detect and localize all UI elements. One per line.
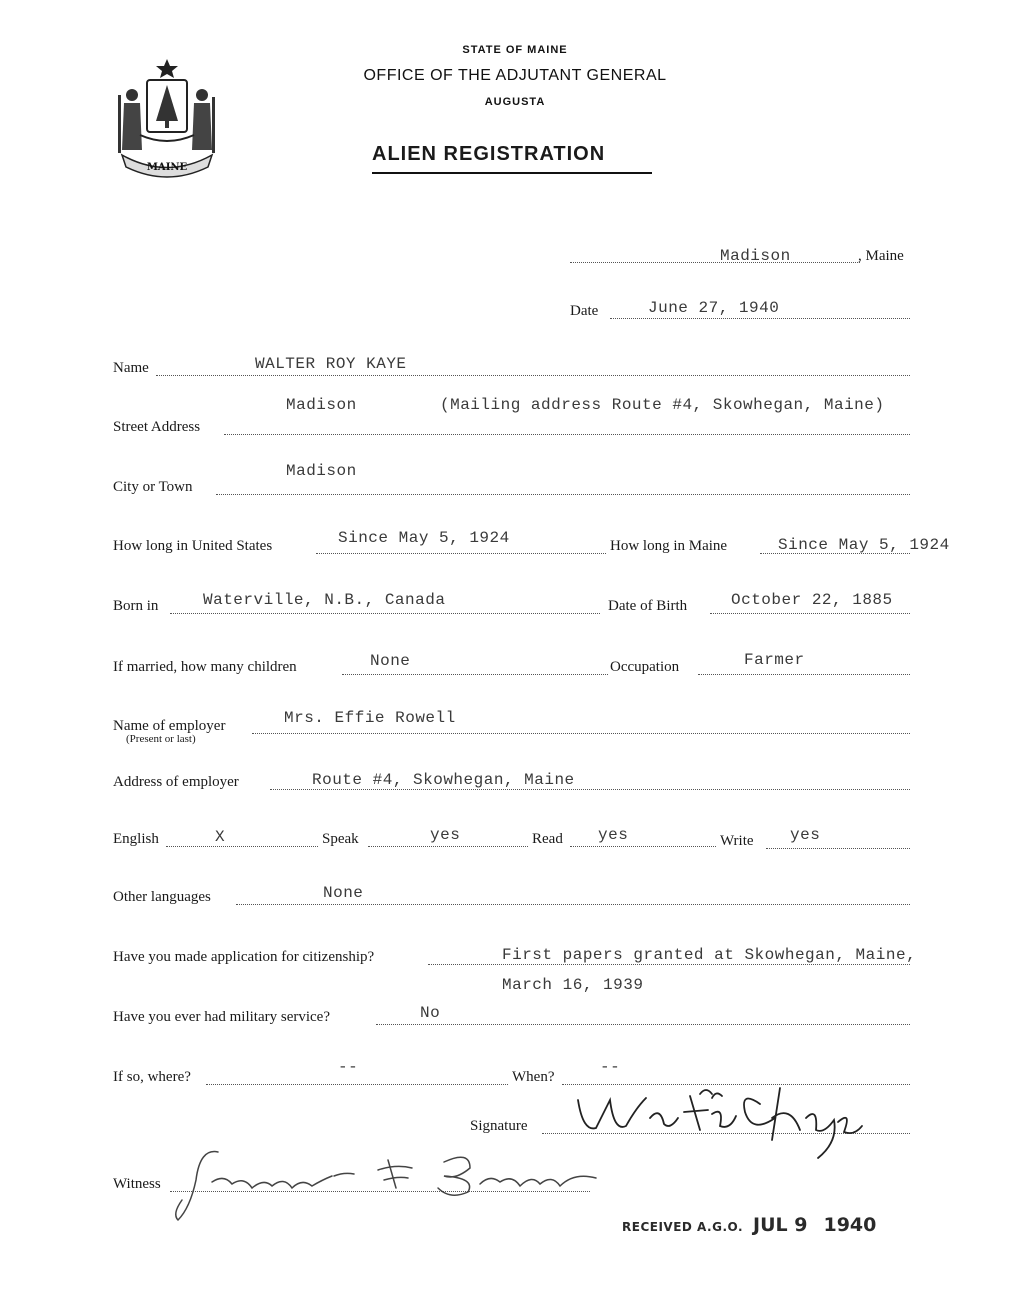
location-state-label: , Maine	[858, 248, 904, 264]
date-of-birth-value: October 22, 1885	[731, 591, 893, 609]
date-dotted-line	[610, 318, 910, 319]
employer-address-label: Address of employer	[113, 774, 239, 790]
read-value: yes	[598, 826, 629, 844]
city-or-town-value: Madison	[286, 462, 357, 480]
received-stamp	[622, 1214, 876, 1236]
english-value: X	[215, 828, 226, 846]
speak-dotted-line	[368, 846, 528, 847]
witness-label: Witness	[113, 1176, 161, 1192]
born-in-dotted-line	[170, 613, 600, 614]
children-value: None	[370, 652, 411, 670]
employer-label: Name of employer	[113, 718, 226, 734]
received-stamp-year: 1940	[823, 1214, 877, 1236]
how-long-maine-value: Since May 5, 1924	[778, 536, 950, 554]
when-label: When?	[512, 1069, 555, 1085]
name-value: WALTER ROY KAYE	[255, 355, 407, 373]
occupation-label: Occupation	[610, 659, 680, 675]
speak-value: yes	[430, 826, 461, 844]
title-underline	[372, 172, 652, 174]
date-value: June 27, 1940	[648, 299, 780, 317]
military-dotted-line	[376, 1024, 910, 1025]
received-stamp-date: JUL 9	[753, 1214, 808, 1236]
born-in-label: Born in	[113, 598, 159, 614]
other-languages-dotted-line	[236, 904, 910, 905]
military-value: No	[420, 1004, 441, 1022]
location-town-value: Madison	[720, 247, 791, 265]
name-dotted-line	[156, 375, 910, 376]
english-dotted-line	[166, 846, 318, 847]
seal-text: MAINE	[146, 162, 188, 173]
write-dotted-line	[766, 848, 910, 849]
citizenship-value-line1: First papers granted at Skowhegan, Maine,	[502, 946, 917, 964]
received-stamp-text: RECEIVED A.G.O.	[622, 1220, 744, 1234]
write-label: Write	[720, 833, 754, 849]
location-dotted-line	[570, 262, 860, 263]
city-heading: AUGUSTA	[484, 96, 546, 108]
witness-handwriting	[176, 1152, 596, 1220]
date-label: Date	[570, 303, 599, 319]
read-dotted-line	[570, 846, 716, 847]
street-address-label: Street Address	[113, 419, 201, 435]
military-label: Have you ever had military service?	[113, 1009, 330, 1025]
how-long-us-dotted-line	[316, 553, 606, 554]
employer-sublabel: (Present or last)	[126, 733, 196, 745]
date-of-birth-dotted-line	[710, 613, 910, 614]
citizenship-dotted-line	[428, 964, 910, 965]
employer-dotted-line	[252, 733, 910, 734]
where-dotted-line	[206, 1084, 508, 1085]
how-long-us-value: Since May 5, 1924	[338, 529, 510, 547]
where-label: If so, where?	[113, 1069, 191, 1085]
witness-dotted-line	[170, 1191, 590, 1192]
how-long-us-label: How long in United States	[113, 538, 273, 554]
citizenship-label: Have you made application for citizenship?	[113, 949, 375, 965]
employer-address-value: Route #4, Skowhegan, Maine	[312, 771, 575, 789]
employer-address-dotted-line	[270, 789, 910, 790]
state-heading: STATE OF MAINE	[462, 44, 568, 56]
maine-state-seal-icon	[112, 55, 222, 180]
street-address-value: Madison	[286, 396, 357, 414]
name-label: Name	[113, 360, 149, 376]
signature-handwriting	[578, 1088, 862, 1158]
employer-value: Mrs. Effie Rowell	[284, 709, 456, 727]
when-value: --	[600, 1058, 621, 1076]
occupation-dotted-line	[698, 674, 910, 675]
speak-label: Speak	[322, 831, 359, 847]
occupation-value: Farmer	[744, 651, 805, 669]
city-or-town-dotted-line	[216, 494, 910, 495]
signature-label: Signature	[470, 1118, 528, 1134]
english-label: English	[113, 831, 159, 847]
other-languages-value: None	[323, 884, 364, 902]
page-title: ALIEN REGISTRATION	[372, 143, 606, 165]
children-dotted-line	[342, 674, 608, 675]
office-heading: OFFICE OF THE ADJUTANT GENERAL	[363, 67, 667, 84]
write-value: yes	[790, 826, 821, 844]
children-label: If married, how many children	[113, 659, 297, 675]
read-label: Read	[532, 831, 563, 847]
other-languages-label: Other languages	[113, 889, 211, 905]
when-dotted-line	[562, 1084, 910, 1085]
born-in-value: Waterville, N.B., Canada	[203, 591, 446, 609]
how-long-maine-label: How long in Maine	[610, 538, 728, 554]
mailing-address-note: (Mailing address Route #4, Skowhegan, Maine)	[440, 396, 885, 414]
city-or-town-label: City or Town	[113, 479, 193, 495]
street-address-dotted-line	[224, 434, 910, 435]
where-value: --	[338, 1058, 359, 1076]
citizenship-value-line2: March 16, 1939	[502, 976, 644, 994]
date-of-birth-label: Date of Birth	[608, 598, 688, 614]
signature-dotted-line	[542, 1133, 910, 1134]
